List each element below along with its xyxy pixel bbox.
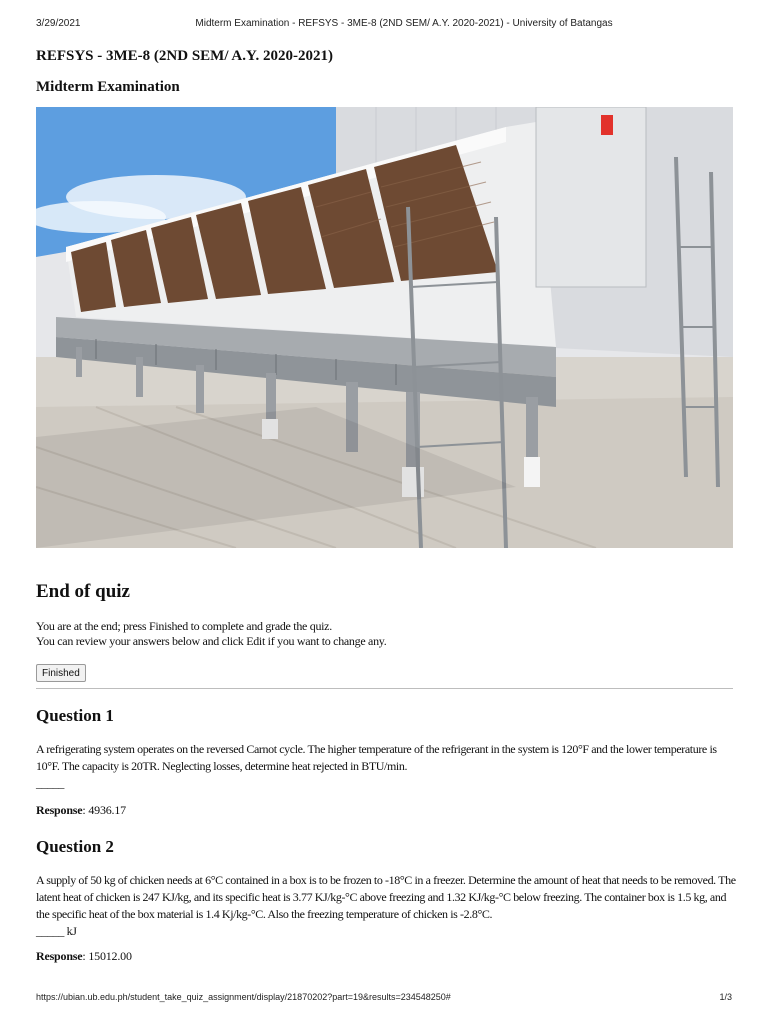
question-1-prompt: A refrigerating system operates on the reversed Carnot cycle. The higher temperature of the refrigerant in the system is 120°F and the lower temperature is 10°F. The capacity is 20TR. Neglecting losses, determine heat rejected in BTU/min. [36,742,717,773]
print-page-number: 1/3 [719,992,732,1002]
quiz-banner-image [36,107,733,548]
question-1-heading: Question 1 [36,706,114,725]
question-2-response [36,949,132,964]
question-2-prompt: A supply of 50 kg of chicken needs at 6°C contained in a box is to be frozen to -18°C in a freezer. Determine the amount of heat that needs to be removed. The latent heat of chicken is 247 KJ/kg, and its specific heat is 3.77 KJ/kg-°C above freezing and 1.32 KJ/kg-°C below freezing. The container box is 1.5 kg, and the specific heat of the box material is 1.4 Kj/kg-°C. Also the freezing temperature of chicken is -2.8°C. [36,873,736,921]
question-2-response-value: : 15012.00 [82,949,132,963]
quiz-instructions [36,619,386,649]
course-title: REFSYS - 3ME-8 (2ND SEM/ A.Y. 2020-2021) [36,48,333,64]
finished-button[interactable]: Finished [36,664,86,682]
question-2-text [36,872,736,940]
instructions-line-1: You are at the end; press Finished to complete and grade the quiz. [36,619,332,633]
question-1-blank: _____ [36,776,65,790]
section-divider [36,688,733,689]
question-1-text [36,741,736,792]
question-1-response [36,803,126,818]
print-url: https://ubian.ub.edu.ph/student_take_quiz_assignment/display/21870202?part=19&results=234548250# [36,992,451,1002]
print-document-title: Midterm Examination - REFSYS - 3ME-8 (2ND SEM/ A.Y. 2020-2021) - University of Batangas [195,18,613,29]
instructions-line-2: You can review your answers below and click Edit if you want to change any. [36,634,387,648]
exam-title: Midterm Examination [36,79,180,95]
question-2-response-label: Response [36,949,83,963]
end-of-quiz-heading: End of quiz [36,581,130,602]
question-1-response-label: Response [36,803,83,817]
question-2-heading: Question 2 [36,837,114,856]
question-2-blank: _____ kJ [36,924,77,938]
print-date: 3/29/2021 [36,18,81,29]
question-1-response-value: : 4936.17 [82,803,126,817]
